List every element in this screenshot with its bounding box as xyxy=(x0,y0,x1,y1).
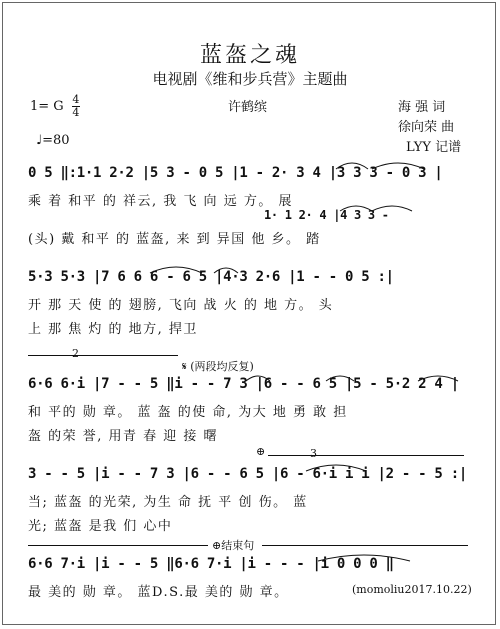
notes-row-5: 6·6 7·i |i - - 5 ‖6·6 7·i |i - - - |i 0 0 0 ‖ xyxy=(28,556,394,572)
notes-row-1: 0 5 ‖:1·1 2·2 |5 3 - 0 5 |1 - 2· 3 4 |3 3 3 - 0 3 | xyxy=(28,165,443,181)
coda-icon: ⊕ xyxy=(212,539,222,552)
transcription-credit: (momoliu2017.10.22) xyxy=(352,583,472,596)
coda-label: 结束句 xyxy=(221,539,255,552)
composer: 徐向荣 曲 xyxy=(398,120,455,135)
notes-row-2: 5·3 5·3 |7 6 6 6 - 6 5 |4·3 2·6 |1 - - 0 5 :| xyxy=(28,269,394,285)
lyrics-row-2-verse-2: 上 那 焦 灼 的 地方, 捍卫 xyxy=(28,322,198,337)
key-label: 1= G xyxy=(30,99,64,114)
lyricist: 海 强 词 xyxy=(398,100,446,115)
lyrics-row-1-verse-2: (头) 戴 和平 的 蓝盔, 来 到 异国 他 乡。 踏 xyxy=(28,232,321,247)
lyrics-row-2-verse-1: 开 那 天 使 的 翅膀, 飞向 战 火 的 地 方。 头 xyxy=(28,298,334,313)
notes-row-3: 6·6 6·i |7 - - 5 ‖i - - 7 3 |6 - - 6 5 |5 - 5·2 2 4 | xyxy=(28,376,459,392)
tempo-value: =80 xyxy=(42,133,70,148)
quarter-note-icon: ♩ xyxy=(36,133,43,148)
volta-number-3: 3 xyxy=(310,447,317,460)
volta-number-2: 2 xyxy=(72,347,79,360)
notation-credit: LYY 记谱 xyxy=(406,140,462,155)
lyrics-row-5: 最 美的 勋 章。 蓝D.S.最 美的 勋 章。 xyxy=(28,585,289,600)
segno-mark: 𝄋 (两段均反复) xyxy=(182,360,254,373)
alt-notes-row-1: 1· 1 2· 4 |4 3 3 - xyxy=(264,208,389,222)
notes-row-4: 3 - - 5 |i - - 7 3 |6 - - 6 5 |6 - 6·i i i |2 - - 5 :| xyxy=(28,466,467,482)
lyrics-row-3-verse-2: 盔 的荣 誉, 用青 春 迎 接 曙 xyxy=(28,429,219,444)
time-top: 4 xyxy=(72,93,80,106)
time-bottom: 4 xyxy=(72,106,80,119)
lyrics-row-4-verse-1: 当; 蓝盔 的光荣, 为生 命 抚 平 创 伤。 蓝 xyxy=(28,495,308,510)
arranger: 许鹤缤 xyxy=(228,100,268,115)
lyrics-row-1-verse-1: 乘 着 和平 的 祥云, 我 飞 向 远 方。 展 xyxy=(28,194,293,209)
lyrics-row-4-verse-2: 光; 蓝盔 是我 们 心中 xyxy=(28,519,173,534)
song-title: 蓝盔之魂 xyxy=(199,43,300,68)
song-subtitle: 电视剧《维和步兵营》主题曲 xyxy=(152,70,348,88)
coda-sign: ⊕ xyxy=(256,445,266,458)
lyrics-row-3-verse-1: 和 平的 勋 章。 蓝 盔 的使 命, 为大 地 勇 敢 担 xyxy=(28,405,348,420)
